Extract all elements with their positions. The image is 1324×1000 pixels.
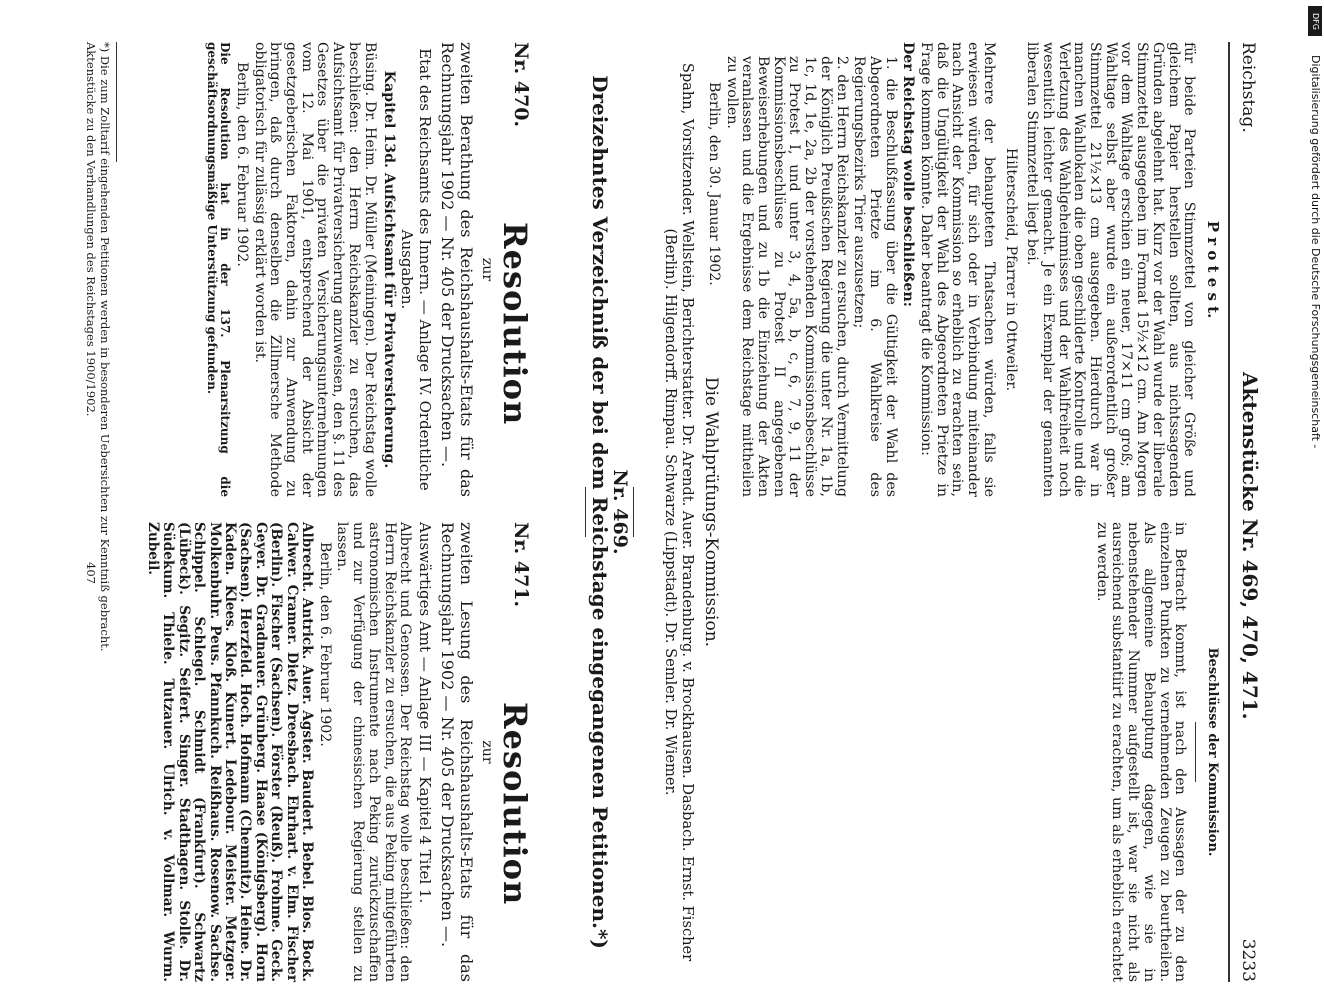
nr471-date: Berlin, den 6. Februar 1902.	[316, 542, 333, 747]
rotated-page	[62, 42, 1262, 982]
nr471-block	[143, 522, 534, 982]
nr470-resolution: Resolution	[496, 222, 534, 426]
commission-para: Mehrere der behaupteten Thatsachen würden, falls sie erwiesen würden, für sich oder in Verbindung miteinander nach Ansicht der Kommission so erheblich zu erachten sein, daß die Ungültigkeit der Wahl des Abgeordneten Prietze in Frage kommen könnte. Daher beantragt die Kommission:	[918, 42, 997, 497]
nr471-number: Nr. 471.	[510, 522, 532, 608]
nr470-date: Berlin, den 6. Februar 1902.	[233, 62, 250, 267]
commission-title: Die Wahlprüfungs-Kommission.	[701, 376, 721, 648]
header-page-number: 3233	[1238, 938, 1258, 982]
protest-signature: Hilterscheid, Pfarrer in Ottweiler.	[1002, 147, 1019, 392]
nr470-line1: zweiten Berathung des Reichshaushalts-Etats für das Rechnungsjahr 1902 — Nr. 405 der Drucksachen —.	[438, 42, 477, 497]
digitalization-note	[1307, 10, 1323, 1000]
dfg-logo: DFG	[1308, 6, 1322, 36]
kommission-body: in Betracht kommt, ist nach den Aussagen der zu den einzelnen Punkten zu vernehmenden Zeugen zu beurtheilen. Als allgemeine Behauptung dagegen, wie sie in nebenstehender Nummer aufgestellt ist, war sie nicht als ausreichend substantiirt zu erachten, um als erheblich erachtet zu werden.	[1093, 522, 1189, 982]
nr470-block	[203, 42, 534, 497]
nr469-title: Dreizehntes Verzeichniß der bei dem Reichstage eingegangenen Petitionen.*)	[588, 75, 613, 949]
footnote-page-number: 407	[84, 562, 98, 584]
nr469-number: Nr. 469.	[609, 469, 631, 555]
separator	[633, 487, 634, 537]
nr470-zur: zur	[479, 257, 495, 282]
kommission-column	[1091, 522, 1220, 982]
separator	[585, 487, 586, 537]
page-header	[1232, 42, 1262, 982]
nr469-block	[585, 42, 634, 982]
header-left: Reichstag.	[1238, 42, 1258, 133]
nr470-kapitel: Kapitel 13d. Aufsichtsamt für Privatversicherung.	[381, 70, 398, 469]
protest-column	[703, 42, 1220, 497]
nr471-etat: Auswärtiges Amt — Anlage III — Kapitel 4 Titel 1.	[416, 522, 435, 904]
nr470-number: Nr. 470.	[510, 42, 532, 128]
commission-block	[660, 42, 722, 982]
nr470-body: Büsing. Dr. Heim. Dr. Müller (Meiningen). Der Reichstag wolle beschließen: den Herrn Reichskanzler zu ersuchen, das Aufsichtsamt für Privatversicherung anzuweisen, den §. 11 des Gesetzes über die privaten Versicherungsunternehmungen vom 12. Mai 1901, entsprechend der Absicht der gesetzgeberischen Faktoren, dahin zur Anwendung zu bringen, daß durch denselben die Zillmersche Methode obligatorisch für zulässig erklärt worden ist.	[251, 42, 378, 497]
nr470-etat: Etat des Reichsamts des Innern. — Anlage IV. Ordentliche Ausgaben.	[398, 48, 435, 491]
protest-body: für beide Parteien Stimmzettel von gleicher Größe und gleichem Papier herstellen sollten, aus nichtssagenden Gründen abgelehnt hat. Kurz vor der Wahl wurde der liberale Stimmzettel ausgegeben im Format 15½×12 cm. Am Morgen vor dem Wahltage erschien ein neuer, 17×11 cm groß; am Wahltage selbst aber wurde ein außerordentlich großer Stimmzettel 21½×13 cm ausgegeben. Hierdurch war in manchen Wahllokalen die oben geschilderte Kontrolle und die Verletzung des Wahlgeheimnisses und der Wahlfreiheit noch wesentlich leichter gemacht. Je ein Exemplar der genannten liberalen Stimmzettel liegt bei.	[1024, 42, 1198, 497]
protest-date: Berlin, den 30. Januar 1902.	[705, 82, 722, 286]
footnote-line-2: Aktenstücke zu den Verhandlungen des Reichstages 1900/1902.	[84, 42, 98, 417]
nr471-signers: Albrecht. Antrick. Auer. Agster. Baudert. Bebel. Blos. Bock. Calwer. Cramer. Dietz. Dreesbach. Ehrhart. v. Elm. Fischer (Berlin). Fischer (Sachsen). Förster (Reuß). Frohme. Geck. Geyer. Dr. Gradnauer. Grünberg. Haase (Königsberg). Horn (Sachsen). Herzfeld. Hoch. Hofmann (Chemnitz). Heine. Dr. Kaden. Klees. Kloß. Kunert. Ledebour. Meister. Metzger. Molkenbuhr. Peus. Pfannkuch. Reißhaus. Rosenow. Sachse. Schippel. Schlegel. Schmidt (Frankfurt). Schwartz (Lübeck). Segitz. Seifert. Singer. Stadthagen. Stolle. Dr. Südekum. Thiele. Tutzauer. Ulrich. v. Vollmar. Wurm. Zubeil.	[145, 522, 316, 982]
commission-members: Spahn, Vorsitzender. Wellstein, Berichterstatter. Dr. Arendt. Auer. Brandenburg. v. Brockhausen. Dasbach. Ernst. Fischer (Berlin). Hilgendorff. Rimpau. Schwarze (Lippstadt). Dr. Semler. Dr. Wiemer.	[662, 62, 697, 962]
header-center: Aktenstücke Nr. 469, 470, 471.	[1238, 372, 1262, 720]
nr471-resolution: Resolution	[496, 702, 534, 906]
antrag-item-2: 2. den Herrn Reichskanzler zu ersuchen, durch Vermittelung der Königlich Preußischen Regierung die unter Nr. 1a, 1b, 1c, 1d, 1e, 2a, 2b der vorstehenden Kommissionsbeschlüsse zu Protest I, und unter 3, 4, 5a, b, c, 6, 7, 9, 11 der Kommissionsbeschlüsse zu Protest II angegebenen Beweiserhebungen und zu 1b die Einziehung der Akten veranlassen und die Ergebnisse dem Reichstage mittheilen zu wollen.	[723, 56, 850, 497]
footnote	[84, 42, 112, 982]
separator	[1195, 722, 1196, 782]
kommission-heading: Beschlüsse der Kommission.	[1205, 647, 1220, 857]
footnote-rule	[116, 42, 117, 162]
header-rule	[1228, 42, 1230, 982]
nr470-note: Die Resolution hat in der 137. Plenarsitzung die geschäftsordnungsmäßige Unterstützung gefunden.	[205, 42, 233, 497]
antrag-label: Der Reichstag wolle beschließen:	[900, 42, 917, 307]
nr471-body: Albrecht und Genossen. Der Reichstag wolle beschließen: den Herrn Reichskanzler zu ersuchen, die aus Peking mitgeführten astronomischen Instrumente nach Peking zurückzuschaffen und zur Verfügung der chinesischen Regierung stellen zu lassen.	[334, 522, 414, 982]
nr471-zur: zur	[479, 740, 495, 764]
footnote-line-1: *) Die zum Zolltarif eingehenden Petitionen werden in besonderen Uebersichten zur Kenntniß gebracht.	[98, 42, 112, 652]
antrag-item-1: 1. die Beschlußfassung über die Gültigkeit der Wahl des Abgeordneten Prietze im 6. Wahlkreise des Regierungsbezirks Trier auszusetzen;	[851, 56, 899, 497]
protest-heading: P r o t e s t.	[1204, 220, 1222, 319]
digitalization-text: Digitalisierung gefördert durch die Deutsche Forschungsgemeinschaft -	[1309, 55, 1322, 449]
nr471-line1: zweiten Lesung des Reichshaushalts-Etats für das Rechnungsjahr 1902 — Nr. 405 der Drucksachen —.	[438, 522, 477, 982]
